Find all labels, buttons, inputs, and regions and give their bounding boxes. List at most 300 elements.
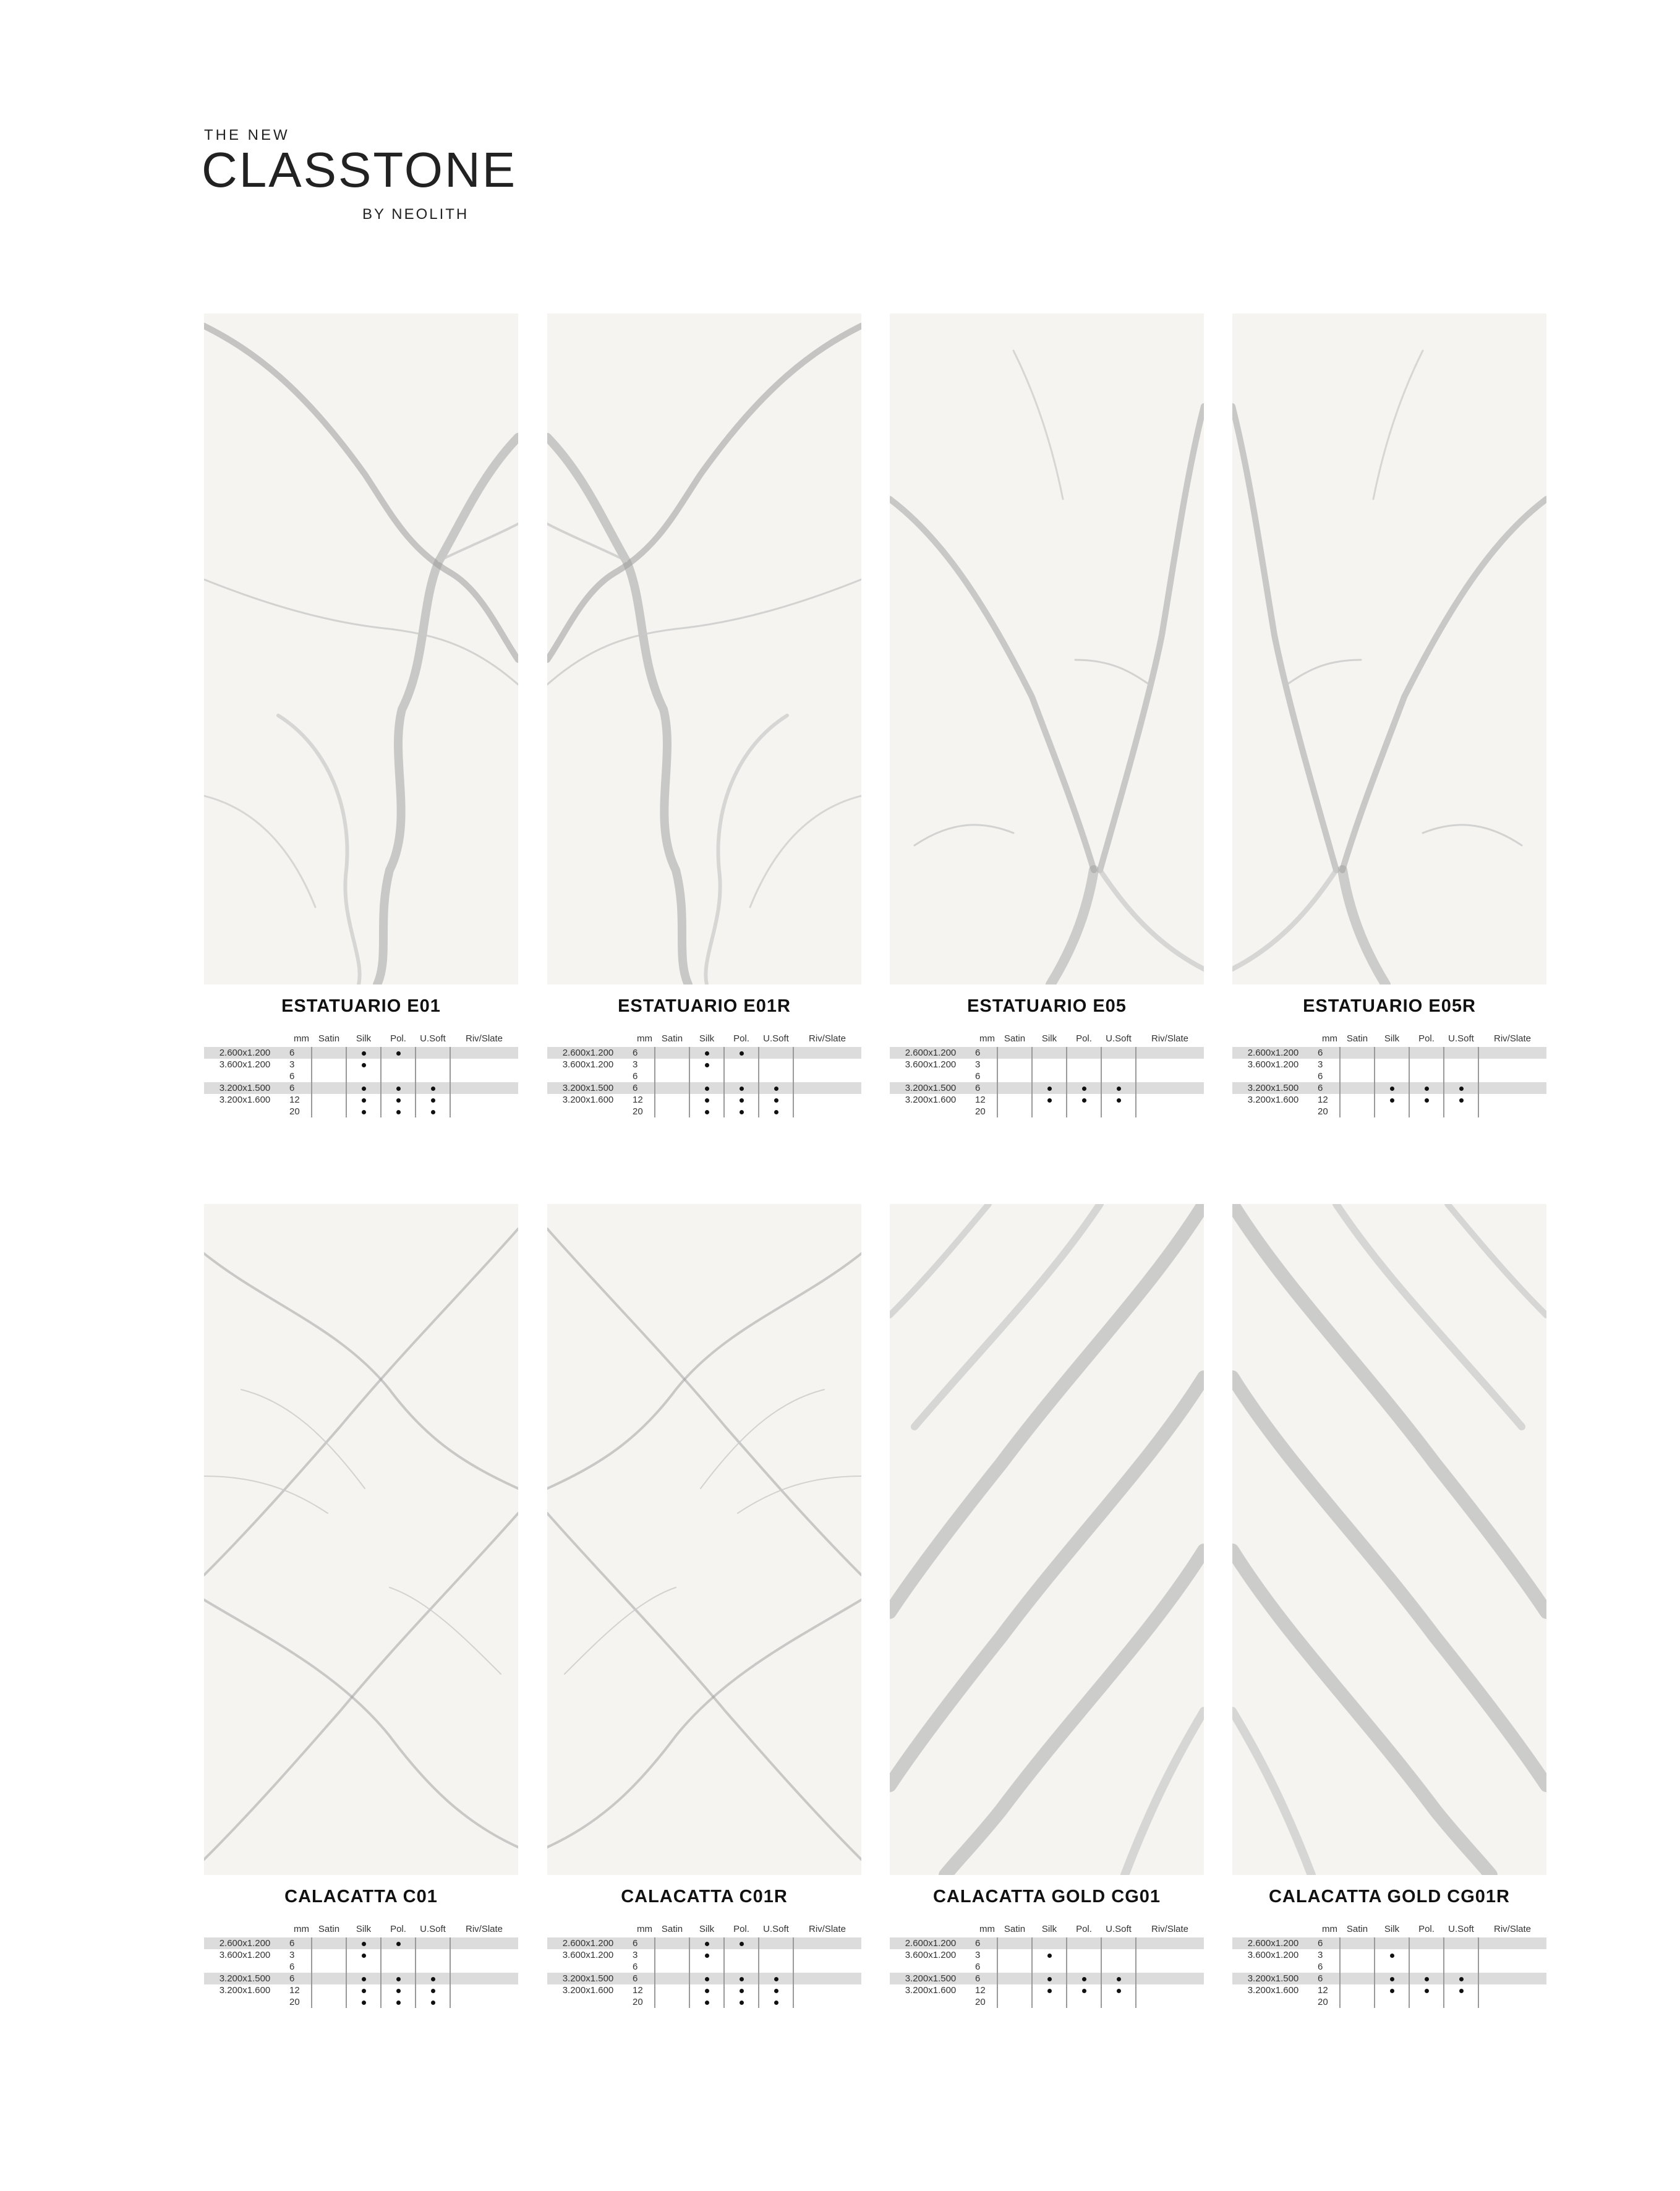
spec-row — [1232, 1094, 1546, 1106]
finish-cell — [1032, 1082, 1067, 1094]
size-cell: 2.600x1.200 — [1232, 1937, 1314, 1949]
finish-cell — [381, 1949, 416, 1961]
available-dot — [431, 1098, 435, 1103]
finish-cell — [793, 1973, 861, 1984]
marble-vein — [547, 1513, 861, 1860]
header-finish: Riv/Slate — [808, 1924, 846, 1934]
available-dot — [705, 1063, 709, 1067]
finish-cell — [381, 1984, 416, 1996]
available-dot — [740, 1098, 744, 1103]
size-cell: 3.200x1.500 — [1232, 1082, 1314, 1094]
finish-cell — [689, 1937, 724, 1949]
spec-table — [547, 1031, 861, 1117]
available-dot — [740, 1942, 744, 1946]
finish-cell — [1375, 1106, 1409, 1117]
finish-cell — [1340, 1070, 1375, 1082]
finish-cell — [1032, 1961, 1067, 1973]
finish-cell — [416, 1937, 450, 1949]
size-cell: 2.600x1.200 — [890, 1937, 971, 1949]
header-finish: Silk — [356, 1924, 372, 1934]
finish-cell — [724, 1070, 759, 1082]
marble-vein — [1232, 1377, 1546, 1785]
finish-cell — [997, 1984, 1032, 1996]
finish-cell — [1032, 1106, 1067, 1117]
finish-cell — [1136, 1059, 1204, 1070]
finish-cell — [1101, 1937, 1136, 1949]
marble-vein — [915, 1204, 1100, 1427]
finish-cell — [724, 1082, 759, 1094]
available-dot — [705, 1110, 709, 1114]
finish-cell — [689, 1961, 724, 1973]
slab-image — [547, 314, 861, 984]
marble-vein — [241, 1390, 365, 1488]
finish-cell — [655, 1949, 689, 1961]
marble-vein-pattern — [204, 1204, 518, 1875]
available-dot — [740, 1051, 744, 1056]
available-dot — [396, 1989, 401, 1993]
available-dot — [396, 1098, 401, 1103]
finish-cell — [1136, 1106, 1204, 1117]
available-dot — [362, 1989, 366, 1993]
header-blank — [547, 1921, 629, 1937]
thickness-cell: 3 — [1318, 1059, 1323, 1070]
finish-cell — [793, 1996, 861, 2008]
finish-cell — [450, 1082, 518, 1094]
available-dot — [396, 1942, 401, 1946]
finish-cell — [346, 1070, 381, 1082]
spec-row — [547, 1984, 861, 1996]
marble-vein — [278, 715, 360, 984]
finish-cell — [759, 1949, 793, 1961]
finish-cell — [1478, 1059, 1546, 1070]
spec-row — [890, 1937, 1204, 1949]
product-name: ESTATUARIO E01R — [618, 996, 791, 1016]
thickness-cell: 3 — [975, 1950, 981, 1960]
available-dot — [1117, 1087, 1121, 1091]
header-finish: Riv/Slate — [808, 1033, 846, 1044]
finish-cell — [416, 1082, 450, 1094]
finish-cell — [689, 1070, 724, 1082]
available-dot — [362, 2001, 366, 2005]
finish-cell — [724, 1949, 759, 1961]
spec-header-row — [547, 1031, 861, 1047]
finish-cell — [1032, 1973, 1067, 1984]
header-finish: Pol. — [1418, 1924, 1435, 1934]
finish-cell — [1409, 1047, 1444, 1059]
thickness-cell: 6 — [971, 1973, 997, 1984]
header-mm: mm — [979, 1924, 995, 1934]
thickness-cell: 6 — [971, 1937, 997, 1949]
finish-cell — [689, 1106, 724, 1117]
header-mm: mm — [637, 1924, 652, 1934]
finish-cell — [346, 1937, 381, 1949]
thickness-cell: 12 — [1318, 1095, 1328, 1105]
header-finish: Riv/Slate — [1151, 1924, 1189, 1934]
size-cell: 3.600x1.200 — [1247, 1059, 1299, 1070]
header-finish: Satin — [318, 1924, 340, 1934]
finish-cell — [1101, 1094, 1136, 1106]
finish-cell — [1444, 1094, 1478, 1106]
available-dot — [362, 1051, 366, 1056]
size-cell — [1232, 1961, 1314, 1973]
thickness-cell: 6 — [971, 1047, 997, 1059]
marble-vein — [204, 579, 518, 685]
size-cell — [1232, 1996, 1314, 2008]
marble-vein — [204, 1476, 328, 1513]
available-dot — [705, 1989, 709, 1993]
header-finish: Satin — [1004, 1033, 1026, 1044]
spec-row — [1232, 1047, 1546, 1059]
available-dot — [705, 1098, 709, 1103]
finish-cell — [997, 1937, 1032, 1949]
available-dot — [774, 1977, 778, 1981]
available-dot — [774, 2001, 778, 2005]
size-cell — [204, 1961, 286, 1973]
size-cell: 3.600x1.200 — [219, 1950, 271, 1960]
product-name: ESTATUARIO E05 — [967, 996, 1127, 1016]
finish-cell — [1340, 1973, 1375, 1984]
spec-header-row — [204, 1031, 518, 1047]
finish-cell — [416, 1094, 450, 1106]
logo-brand-name: CLASSTONE — [202, 142, 518, 197]
spec-table-wrapper — [204, 1031, 518, 1117]
marble-vein-pattern — [204, 314, 518, 984]
thickness-cell: 6 — [633, 1071, 638, 1082]
spec-table — [890, 1031, 1204, 1117]
size-cell: 3.200x1.600 — [1247, 1095, 1299, 1105]
available-dot — [1459, 1087, 1464, 1091]
finish-cell — [759, 1996, 793, 2008]
finish-cell — [1409, 1973, 1444, 1984]
finish-cell — [759, 1984, 793, 1996]
size-cell: 3.200x1.500 — [547, 1973, 629, 1984]
finish-cell — [793, 1106, 861, 1117]
product-name: CALACATTA C01 — [284, 1887, 438, 1907]
finish-cell — [416, 1984, 450, 1996]
header-blank — [547, 1031, 629, 1047]
marble-vein — [1448, 1204, 1546, 1315]
header-finish: U.Soft — [1448, 1924, 1474, 1934]
finish-cell — [759, 1047, 793, 1059]
spec-table-wrapper — [547, 1921, 861, 2008]
finish-cell — [759, 1082, 793, 1094]
available-dot — [705, 1087, 709, 1091]
finish-cell — [312, 1984, 346, 1996]
available-dot — [396, 2001, 401, 2005]
finish-cell — [312, 1106, 346, 1117]
finish-cell — [1444, 1949, 1478, 1961]
marble-vein — [1100, 406, 1204, 870]
header-mm: mm — [979, 1033, 995, 1044]
finish-cell — [793, 1070, 861, 1082]
finish-cell — [1136, 1961, 1204, 1973]
finish-cell — [655, 1106, 689, 1117]
finish-cell — [1409, 1937, 1444, 1949]
available-dot — [362, 1063, 366, 1067]
spec-row — [1232, 1106, 1546, 1117]
finish-cell — [724, 1059, 759, 1070]
finish-cell — [689, 1082, 724, 1094]
available-dot — [740, 2001, 744, 2005]
finish-cell — [689, 1094, 724, 1106]
finish-cell — [1067, 1961, 1101, 1973]
marble-vein — [1075, 660, 1149, 685]
thickness-cell: 12 — [633, 1985, 643, 1996]
finish-cell — [1444, 1070, 1478, 1082]
finish-cell — [346, 1961, 381, 1973]
spec-table-wrapper — [890, 1031, 1204, 1117]
marble-vein — [390, 1587, 501, 1674]
spec-table — [890, 1921, 1204, 2008]
spec-row — [1232, 1996, 1546, 2008]
available-dot — [740, 1087, 744, 1091]
finish-cell — [1067, 1106, 1101, 1117]
spec-row — [547, 1106, 861, 1117]
finish-cell — [312, 1070, 346, 1082]
finish-cell — [1032, 1047, 1067, 1059]
logo-prefix: THE NEW — [204, 127, 290, 143]
finish-cell — [416, 1047, 450, 1059]
thickness-cell: 6 — [289, 1071, 295, 1082]
size-cell: 3.200x1.500 — [547, 1082, 629, 1094]
marble-vein — [204, 1513, 518, 1860]
finish-cell — [1409, 1106, 1444, 1117]
finish-cell — [416, 1961, 450, 1973]
finish-cell — [381, 1961, 416, 1973]
thickness-cell: 6 — [286, 1082, 312, 1094]
spec-row — [890, 1106, 1204, 1117]
thickness-cell: 6 — [286, 1937, 312, 1949]
thickness-cell: 3 — [633, 1950, 638, 1960]
finish-cell — [689, 1059, 724, 1070]
finish-cell — [450, 1106, 518, 1117]
available-dot — [431, 1989, 435, 1993]
thickness-cell: 6 — [629, 1047, 655, 1059]
finish-cell — [312, 1937, 346, 1949]
finish-cell — [1375, 1070, 1409, 1082]
spec-row — [547, 1937, 861, 1949]
finish-cell — [689, 1047, 724, 1059]
finish-cell — [1101, 1996, 1136, 2008]
thickness-cell: 3 — [633, 1059, 638, 1070]
finish-cell — [1032, 1070, 1067, 1082]
size-cell: 2.600x1.200 — [204, 1047, 286, 1059]
available-dot — [1082, 1087, 1086, 1091]
header-finish: Pol. — [390, 1033, 406, 1044]
finish-cell — [1478, 1047, 1546, 1059]
marble-vein-pattern — [890, 1204, 1204, 1875]
finish-cell — [1101, 1070, 1136, 1082]
marble-vein — [1125, 1711, 1204, 1875]
finish-cell — [346, 1047, 381, 1059]
spec-row — [1232, 1082, 1546, 1094]
finish-cell — [1375, 1094, 1409, 1106]
size-cell: 3.200x1.600 — [219, 1985, 271, 1996]
finish-cell — [1375, 1047, 1409, 1059]
finish-cell — [450, 1937, 518, 1949]
brand-logo — [202, 127, 518, 226]
finish-cell — [1478, 1094, 1546, 1106]
available-dot — [1047, 1989, 1052, 1993]
thickness-cell: 20 — [289, 1997, 300, 2007]
available-dot — [740, 1110, 744, 1114]
finish-cell — [346, 1949, 381, 1961]
slab-image — [890, 1204, 1204, 1875]
spec-header-row — [890, 1031, 1204, 1047]
size-cell — [890, 1070, 971, 1082]
header-finish: Silk — [356, 1033, 372, 1044]
marble-vein — [1232, 870, 1336, 969]
spec-row — [204, 1949, 518, 1961]
finish-cell — [1340, 1984, 1375, 1996]
header-finish: Satin — [1004, 1924, 1026, 1934]
thickness-cell: 20 — [1318, 1997, 1328, 2007]
available-dot — [774, 1110, 778, 1114]
marble-vein — [204, 1229, 518, 1575]
size-cell — [204, 1106, 286, 1117]
size-cell — [1232, 1106, 1314, 1117]
header-blank — [890, 1921, 971, 1937]
marble-vein — [547, 579, 861, 685]
finish-cell — [450, 1059, 518, 1070]
finish-cell — [346, 1973, 381, 1984]
spec-row — [1232, 1961, 1546, 1973]
thickness-cell: 20 — [975, 1997, 986, 2007]
spec-row — [890, 1094, 1204, 1106]
thickness-cell: 20 — [1318, 1106, 1328, 1117]
thickness-cell: 6 — [1318, 1071, 1323, 1082]
finish-cell — [381, 1047, 416, 1059]
spec-row — [204, 1973, 518, 1984]
available-dot — [705, 1977, 709, 1981]
spec-row — [1232, 1984, 1546, 1996]
finish-cell — [312, 1961, 346, 1973]
finish-cell — [1101, 1961, 1136, 1973]
thickness-cell: 20 — [975, 1106, 986, 1117]
marble-vein — [738, 1476, 861, 1513]
marble-vein — [565, 1587, 676, 1674]
marble-vein — [1232, 1711, 1311, 1875]
finish-cell — [1101, 1973, 1136, 1984]
size-cell: 3.200x1.500 — [1232, 1973, 1314, 1984]
thickness-cell: 6 — [629, 1937, 655, 1949]
spec-row — [1232, 1070, 1546, 1082]
thickness-cell: 6 — [286, 1973, 312, 1984]
finish-cell — [1032, 1996, 1067, 2008]
finish-cell — [1444, 1082, 1478, 1094]
finish-cell — [1101, 1949, 1136, 1961]
available-dot — [1390, 1087, 1394, 1091]
marble-vein — [1051, 870, 1094, 984]
finish-cell — [1101, 1984, 1136, 1996]
finish-cell — [346, 1094, 381, 1106]
finish-cell — [416, 1059, 450, 1070]
finish-cell — [1409, 1094, 1444, 1106]
spec-row — [890, 1973, 1204, 1984]
spec-row — [1232, 1059, 1546, 1070]
finish-cell — [655, 1984, 689, 1996]
marble-vein — [204, 1254, 518, 1488]
spec-row — [204, 1937, 518, 1949]
header-finish: Satin — [661, 1033, 683, 1044]
finish-cell — [1101, 1106, 1136, 1117]
available-dot — [1390, 1098, 1394, 1103]
header-mm: mm — [1322, 1033, 1337, 1044]
marble-vein — [915, 825, 1013, 845]
header-finish: Satin — [318, 1033, 340, 1044]
header-finish: Silk — [1041, 1033, 1057, 1044]
available-dot — [362, 1110, 366, 1114]
available-dot — [1117, 1989, 1121, 1993]
spec-header-row — [547, 1921, 861, 1937]
available-dot — [362, 1087, 366, 1091]
available-dot — [362, 1954, 366, 1958]
thickness-cell: 6 — [1318, 1962, 1323, 1972]
spec-row — [204, 1961, 518, 1973]
spec-row — [204, 1059, 518, 1070]
thickness-cell: 12 — [975, 1095, 986, 1105]
header-finish: U.Soft — [420, 1924, 446, 1934]
finish-cell — [793, 1082, 861, 1094]
finish-cell — [759, 1094, 793, 1106]
spec-row — [890, 1070, 1204, 1082]
finish-cell — [312, 1949, 346, 1961]
available-dot — [1425, 1977, 1429, 1981]
finish-cell — [1478, 1106, 1546, 1117]
finish-cell — [381, 1059, 416, 1070]
finish-cell — [1409, 1070, 1444, 1082]
finish-cell — [450, 1984, 518, 1996]
spec-header-row — [204, 1921, 518, 1937]
size-cell: 3.200x1.500 — [890, 1082, 971, 1094]
marble-vein — [547, 1229, 861, 1575]
marble-vein — [1100, 870, 1204, 969]
finish-cell — [450, 1047, 518, 1059]
finish-cell — [997, 1949, 1032, 1961]
finish-cell — [416, 1106, 450, 1117]
available-dot — [1047, 1977, 1052, 1981]
spec-row — [204, 1094, 518, 1106]
spec-row — [547, 1047, 861, 1059]
size-cell — [204, 1996, 286, 2008]
spec-table-wrapper — [1232, 1031, 1546, 1117]
finish-cell — [1478, 1070, 1546, 1082]
finish-cell — [1375, 1973, 1409, 1984]
header-finish: Pol. — [733, 1033, 749, 1044]
header-finish: Satin — [1346, 1924, 1368, 1934]
spec-row — [204, 1996, 518, 2008]
finish-cell — [1136, 1984, 1204, 1996]
finish-cell — [1101, 1047, 1136, 1059]
spec-table-wrapper — [1232, 1921, 1546, 2008]
marble-vein — [1373, 351, 1423, 499]
finish-cell — [1340, 1047, 1375, 1059]
slab-image — [890, 314, 1204, 984]
finish-cell — [724, 1047, 759, 1059]
slab-image — [204, 314, 518, 984]
spec-row — [547, 1949, 861, 1961]
thickness-cell: 12 — [975, 1985, 986, 1996]
size-cell: 3.200x1.600 — [562, 1095, 614, 1105]
finish-cell — [1340, 1106, 1375, 1117]
finish-cell — [1478, 1937, 1546, 1949]
finish-cell — [381, 1094, 416, 1106]
header-finish: U.Soft — [763, 1924, 789, 1934]
available-dot — [1047, 1087, 1052, 1091]
finish-cell — [1101, 1082, 1136, 1094]
finish-cell — [724, 1961, 759, 1973]
finish-cell — [1032, 1949, 1067, 1961]
